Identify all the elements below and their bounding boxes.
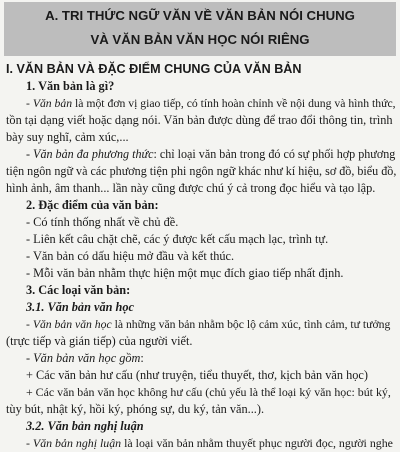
paragraph bbox=[26, 350, 396, 367]
text: là một đơn vị giao tiếp, có tính hoàn chỉnh về nội dung và hình thức, bbox=[72, 97, 396, 110]
item-3-heading: 3. Các loại văn bản: bbox=[26, 283, 131, 297]
paragraph-line: tồn tại dạng viết hoặc dạng nói. Văn bản được dùng để trao đổi thông tin, trình bbox=[6, 113, 393, 127]
paragraph bbox=[26, 146, 396, 163]
paragraph-line: tiện ngôn ngữ và các phương tiện phi ngôn ngữ khác như kí hiệu, sơ đồ, biểu đồ, bbox=[6, 164, 397, 178]
chapter-banner bbox=[4, 2, 396, 56]
term: - Văn bản bbox=[26, 97, 73, 110]
item-2-heading: 2. Đặc điểm của văn bản: bbox=[26, 198, 159, 212]
subsection-heading: 3.2. Văn bản nghị luận bbox=[26, 419, 144, 433]
text: là những văn bản nhằm bộc lộ cảm xúc, tình cảm, tư tưởng bbox=[111, 318, 391, 331]
text: : bbox=[140, 351, 144, 365]
term: - Văn bản nghị luận bbox=[26, 436, 122, 450]
list-item: + Các văn bản hư cấu (như truyện, tiểu thuyết, thơ, kịch bản văn học) bbox=[26, 368, 368, 382]
text: : chỉ loại văn bản trong đó có sự phối hợp phương bbox=[153, 147, 396, 161]
paragraph-line: hình ảnh, âm thanh... lần này cũng được chú ý cả trong đọc hiểu và tạo lập. bbox=[6, 181, 376, 195]
term: - Văn bản văn học gồm bbox=[26, 351, 141, 365]
list-item: - Liên kết câu chặt chẽ, các ý được kết cấu mạch lạc, trình tự. bbox=[26, 232, 329, 246]
paragraph-line: tùy bút, nhật ký, hồi ký, phóng sự, du ký, tản văn...). bbox=[6, 402, 265, 416]
paragraph bbox=[26, 435, 396, 452]
item-1-heading: 1. Văn bản là gì? bbox=[26, 79, 115, 93]
list-item: - Văn bản có dấu hiệu mở đầu và kết thúc. bbox=[26, 249, 235, 263]
paragraph-line: (trực tiếp và gián tiếp) của người viết. bbox=[6, 334, 193, 348]
banner-title-line-1: A. TRI THỨC NGỮ VĂN VỀ VĂN BẢN NÓI CHUNG bbox=[45, 8, 355, 23]
paragraph bbox=[26, 95, 396, 112]
paragraph bbox=[26, 316, 396, 333]
term: - Văn bản đa phương thức bbox=[26, 147, 154, 161]
list-item: - Có tính thống nhất về chủ đề. bbox=[26, 215, 179, 229]
section-heading: I. VĂN BẢN VÀ ĐẶC ĐIỂM CHUNG CỦA VĂN BẢN bbox=[6, 62, 302, 76]
subsection-heading: 3.1. Văn bản văn học bbox=[26, 300, 134, 314]
text: là loại văn bản nhằm thuyết phục người đọc, người nghe bbox=[121, 436, 393, 450]
term: - Văn bản văn học bbox=[26, 318, 112, 331]
list-item: - Mỗi văn bản nhằm thực hiện một mục đích giao tiếp nhất định. bbox=[26, 266, 344, 280]
list-item: + Các văn bản văn học không hư cấu (chủ yếu là thể loại ký văn học: bút ký, bbox=[26, 385, 391, 399]
paragraph-line: bày suy nghĩ, cảm xúc,... bbox=[6, 130, 129, 144]
banner-title-line-2: VÀ VĂN BẢN VĂN HỌC NÓI RIÊNG bbox=[90, 32, 310, 47]
